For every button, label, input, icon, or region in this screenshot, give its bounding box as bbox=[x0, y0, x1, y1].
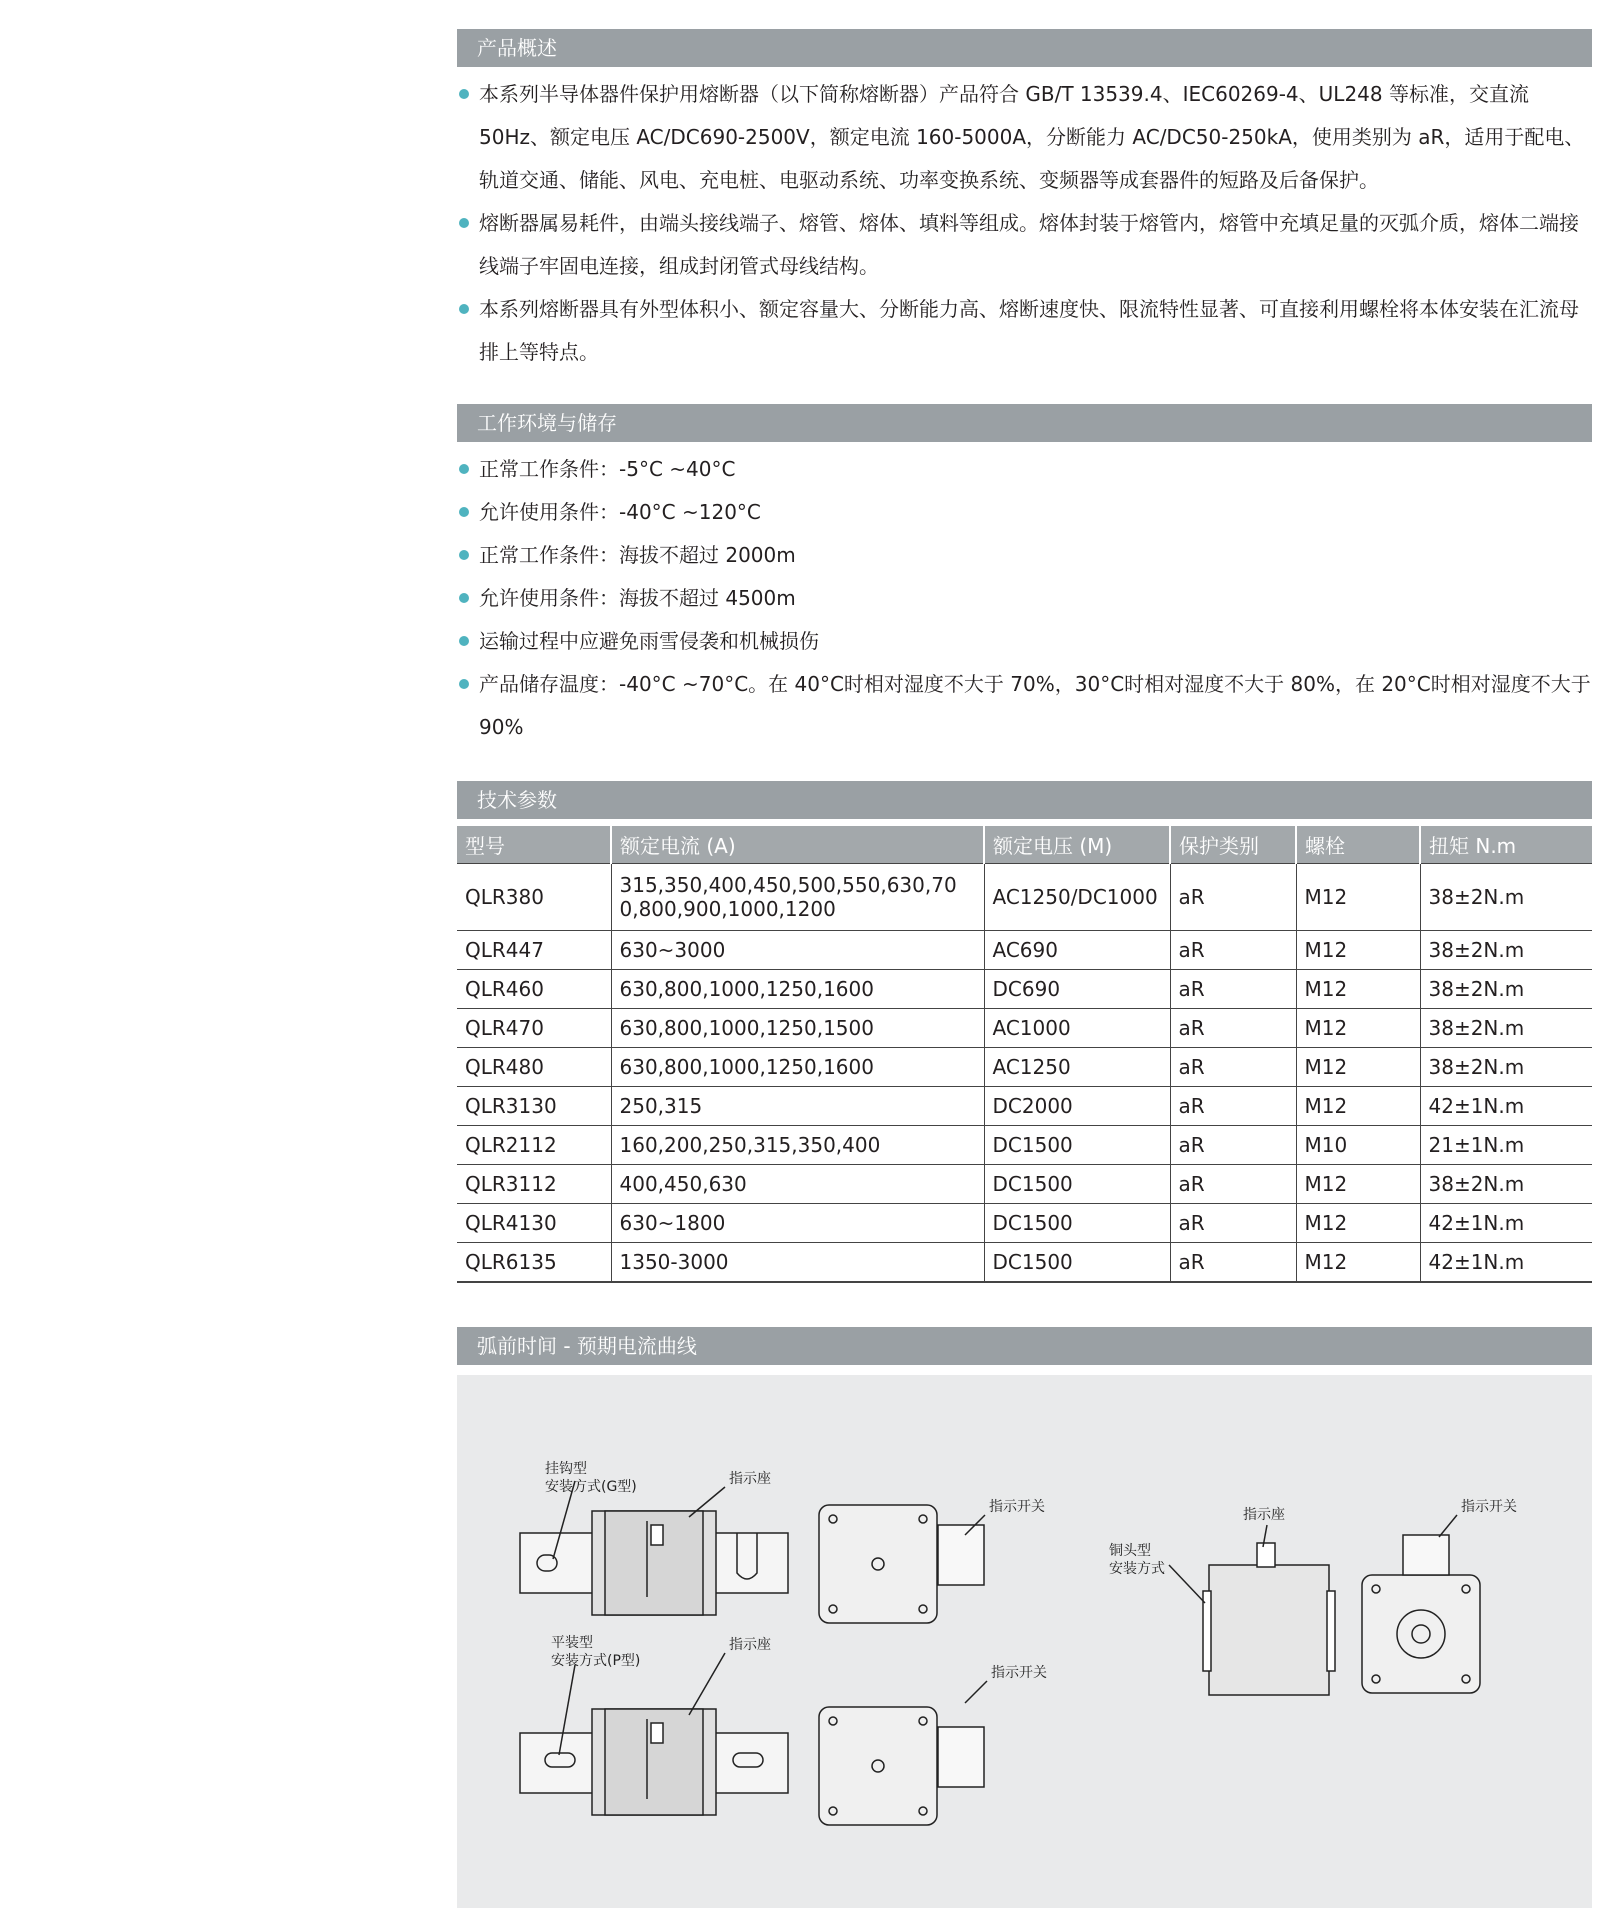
mounting-diagram bbox=[457, 1375, 1592, 1908]
table-cell: 42±1N.m bbox=[1420, 1243, 1592, 1283]
overview-item: 熔断器属易耗件，由端头接线端子、熔管、熔体、填料等组成。熔体封装于熔管内，熔管中充填足量的灭弧介质，熔体二端接线端子牢固电连接，组成封闭管式母线结构。 bbox=[457, 202, 1592, 288]
copper-indicator-seat-label: 指示座 bbox=[1243, 1507, 1285, 1523]
table-cell: QLR6135 bbox=[457, 1243, 611, 1283]
g-type-label-1: 挂钩型 bbox=[545, 1461, 587, 1477]
copper-type-label-2: 安装方式 bbox=[1109, 1561, 1165, 1577]
environment-item: 允许使用条件：海拔不超过 4500m bbox=[457, 577, 1592, 620]
table-cell: 630~1800 bbox=[611, 1204, 984, 1243]
specs-title: 技术参数 bbox=[477, 788, 557, 812]
table-header-cell: 型号 bbox=[457, 826, 611, 864]
g-type-label-2: 安装方式(G型) bbox=[545, 1479, 637, 1495]
mounting-diagram-panel bbox=[457, 1375, 1592, 1908]
table-row bbox=[457, 1204, 1592, 1243]
table-cell: 630~3000 bbox=[611, 931, 984, 970]
table-header-cell: 扭矩 N.m bbox=[1420, 826, 1592, 864]
table-cell: QLR3112 bbox=[457, 1165, 611, 1204]
environment-item: 允许使用条件：-40°C ~120°C bbox=[457, 491, 1592, 534]
table-cell: aR bbox=[1170, 931, 1296, 970]
table-cell: QLR3130 bbox=[457, 1087, 611, 1126]
table-header-cell: 额定电压 (M) bbox=[984, 826, 1170, 864]
table-row bbox=[457, 1009, 1592, 1048]
table-cell: DC690 bbox=[984, 970, 1170, 1009]
table-row bbox=[457, 970, 1592, 1009]
table-cell: aR bbox=[1170, 1126, 1296, 1165]
overview-header bbox=[457, 29, 1592, 67]
table-cell: M12 bbox=[1296, 1204, 1420, 1243]
copper-indicator-switch-label: 指示开关 bbox=[1461, 1499, 1517, 1515]
table-header-cell: 螺栓 bbox=[1296, 826, 1420, 864]
table-cell: DC1500 bbox=[984, 1204, 1170, 1243]
p-type-label-2: 安装方式(P型) bbox=[551, 1653, 641, 1669]
environment-header bbox=[457, 404, 1592, 442]
table-cell: AC690 bbox=[984, 931, 1170, 970]
table-cell: QLR447 bbox=[457, 931, 611, 970]
table-cell: 38±2N.m bbox=[1420, 1009, 1592, 1048]
table-cell: DC1500 bbox=[984, 1126, 1170, 1165]
table-cell: M12 bbox=[1296, 1048, 1420, 1087]
table-cell: 38±2N.m bbox=[1420, 970, 1592, 1009]
environment-item: 正常工作条件：海拔不超过 2000m bbox=[457, 534, 1592, 577]
curve-header bbox=[457, 1327, 1592, 1365]
table-cell: QLR470 bbox=[457, 1009, 611, 1048]
table-cell: AC1250 bbox=[984, 1048, 1170, 1087]
overview-item: 本系列半导体器件保护用熔断器（以下简称熔断器）产品符合 GB/T 13539.4、IEC60269-4、UL248 等标准，交直流 50Hz、额定电压 AC/DC690-2500V，额定电流 160-5000A，分断能力 AC/DC50-250kA，使用类别为 aR，适用于配电、轨道交通、储能、风电、充电桩、电驱动系统、功率变换系统、变频器等成套器件的短路及后备保护。 bbox=[457, 73, 1592, 202]
table-row bbox=[457, 931, 1592, 970]
table-cell: QLR460 bbox=[457, 970, 611, 1009]
p-indicator-seat-label: 指示座 bbox=[729, 1637, 771, 1653]
table-cell: aR bbox=[1170, 1087, 1296, 1126]
table-row bbox=[457, 864, 1592, 931]
table-cell: 315,350,400,450,500,550,630,700,800,900,1000,1200 bbox=[611, 864, 984, 931]
table-cell: aR bbox=[1170, 1204, 1296, 1243]
table-row bbox=[457, 1087, 1592, 1126]
table-cell: 630,800,1000,1250,1600 bbox=[611, 970, 984, 1009]
table-cell: DC1500 bbox=[984, 1165, 1170, 1204]
specs-table bbox=[457, 826, 1592, 1283]
p-indicator-switch-label: 指示开关 bbox=[991, 1665, 1047, 1681]
environment-item: 正常工作条件：-5°C ~40°C bbox=[457, 448, 1592, 491]
table-header-cell: 额定电流 (A) bbox=[611, 826, 984, 864]
table-cell: DC2000 bbox=[984, 1087, 1170, 1126]
table-cell: AC1250/DC1000 bbox=[984, 864, 1170, 931]
specs-table-body bbox=[457, 864, 1592, 1283]
table-cell: aR bbox=[1170, 1009, 1296, 1048]
table-header-row bbox=[457, 826, 1592, 864]
table-row bbox=[457, 1048, 1592, 1087]
table-cell: 400,450,630 bbox=[611, 1165, 984, 1204]
table-cell: 38±2N.m bbox=[1420, 931, 1592, 970]
table-cell: 38±2N.m bbox=[1420, 864, 1592, 931]
curve-title: 弧前时间 - 预期电流曲线 bbox=[477, 1334, 697, 1358]
table-cell: M12 bbox=[1296, 931, 1420, 970]
overview-title: 产品概述 bbox=[477, 36, 557, 60]
table-cell: M12 bbox=[1296, 1165, 1420, 1204]
p-type-label-1: 平装型 bbox=[551, 1635, 593, 1651]
table-cell: 250,315 bbox=[611, 1087, 984, 1126]
table-cell: M12 bbox=[1296, 864, 1420, 931]
table-cell: aR bbox=[1170, 1165, 1296, 1204]
table-cell: 1350-3000 bbox=[611, 1243, 984, 1283]
table-cell: DC1500 bbox=[984, 1243, 1170, 1283]
overview-item: 本系列熔断器具有外型体积小、额定容量大、分断能力高、熔断速度快、限流特性显著、可直接利用螺栓将本体安装在汇流母排上等特点。 bbox=[457, 288, 1592, 374]
table-cell: QLR4130 bbox=[457, 1204, 611, 1243]
table-cell: aR bbox=[1170, 1243, 1296, 1283]
table-header-cell: 保护类别 bbox=[1170, 826, 1296, 864]
table-cell: 42±1N.m bbox=[1420, 1087, 1592, 1126]
table-cell: 630,800,1000,1250,1600 bbox=[611, 1048, 984, 1087]
table-cell: 630,800,1000,1250,1500 bbox=[611, 1009, 984, 1048]
copper-type-label-1: 铜头型 bbox=[1109, 1543, 1151, 1559]
table-cell: M12 bbox=[1296, 1009, 1420, 1048]
table-row bbox=[457, 1165, 1592, 1204]
table-cell: aR bbox=[1170, 864, 1296, 931]
environment-list bbox=[457, 448, 1592, 749]
g-indicator-switch-label: 指示开关 bbox=[989, 1499, 1045, 1515]
table-cell: QLR2112 bbox=[457, 1126, 611, 1165]
table-cell: 42±1N.m bbox=[1420, 1204, 1592, 1243]
table-cell: aR bbox=[1170, 970, 1296, 1009]
table-row bbox=[457, 1243, 1592, 1283]
environment-item: 运输过程中应避免雨雪侵袭和机械损伤 bbox=[457, 620, 1592, 663]
specs-header bbox=[457, 781, 1592, 819]
table-cell: QLR380 bbox=[457, 864, 611, 931]
table-cell: M12 bbox=[1296, 1087, 1420, 1126]
environment-item: 产品储存温度：-40°C ~70°C。在 40°C时相对湿度不大于 70%，30°C时相对湿度不大于 80%，在 20°C时相对湿度不大于 90% bbox=[457, 663, 1592, 749]
table-cell: 38±2N.m bbox=[1420, 1048, 1592, 1087]
table-cell: M12 bbox=[1296, 1243, 1420, 1283]
environment-title: 工作环境与储存 bbox=[477, 411, 617, 435]
table-cell: aR bbox=[1170, 1048, 1296, 1087]
table-cell: 160,200,250,315,350,400 bbox=[611, 1126, 984, 1165]
table-cell: AC1000 bbox=[984, 1009, 1170, 1048]
table-row bbox=[457, 1126, 1592, 1165]
table-cell: 21±1N.m bbox=[1420, 1126, 1592, 1165]
table-cell: QLR480 bbox=[457, 1048, 611, 1087]
overview-list bbox=[457, 73, 1592, 374]
table-cell: M12 bbox=[1296, 970, 1420, 1009]
table-cell: M10 bbox=[1296, 1126, 1420, 1165]
table-cell: 38±2N.m bbox=[1420, 1165, 1592, 1204]
g-indicator-seat-label: 指示座 bbox=[729, 1471, 771, 1487]
